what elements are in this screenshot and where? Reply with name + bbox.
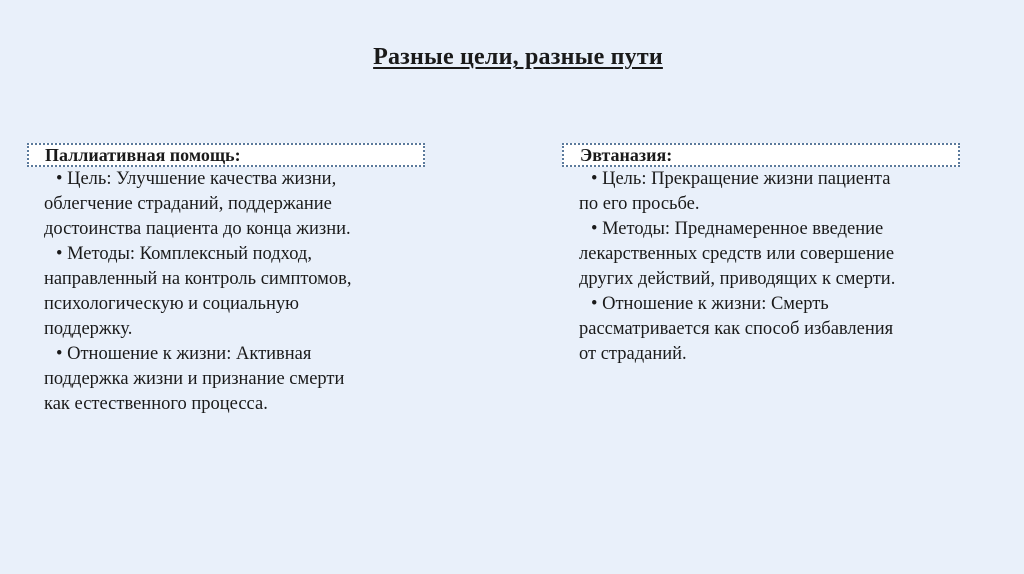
palliative-care-column: [27, 143, 435, 417]
text-line: лекарственных средств или совершение: [579, 244, 895, 264]
text-line: направленный на контроль симптомов,: [44, 269, 352, 289]
euthanasia-attitude-item: [562, 292, 959, 367]
text-line: рассматривается как способ избавления: [579, 319, 894, 339]
text-line: • Цель: Прекращение жизни пациента: [591, 169, 891, 189]
euthanasia-column: [562, 143, 970, 367]
palliative-care-heading: Паллиативная помощь:: [27, 143, 425, 167]
text-line: • Методы: Комплексный подход,: [56, 244, 312, 264]
text-line: • Отношение к жизни: Активная: [56, 344, 312, 364]
text-line: достоинства пациента до конца жизни.: [44, 219, 351, 239]
text-line: • Методы: Преднамеренное введение: [591, 219, 884, 239]
text-line: других действий, приводящих к смерти.: [579, 269, 896, 289]
text-line: психологическую и социальную: [44, 294, 299, 314]
text-line: по его просьбе.: [579, 194, 700, 214]
palliative-attitude-item: [27, 342, 424, 417]
euthanasia-goal-item: [562, 167, 959, 217]
text-line: • Отношение к жизни: Смерть: [591, 294, 829, 314]
text-line: как естественного процесса.: [44, 394, 268, 414]
text-line: поддержку.: [44, 319, 133, 339]
text-line: • Цель: Улучшение качества жизни,: [56, 169, 337, 189]
euthanasia-methods-item: [562, 217, 959, 292]
text-line: облегчение страданий, поддержание: [44, 194, 332, 214]
palliative-methods-item: [27, 242, 424, 342]
text-line: поддержка жизни и признание смерти: [44, 369, 345, 389]
text-line: от страданий.: [579, 344, 687, 364]
euthanasia-heading: Эвтаназия:: [562, 143, 960, 167]
slide-title: Разные цели, разные пути: [373, 44, 663, 70]
palliative-goal-item: [27, 167, 424, 242]
